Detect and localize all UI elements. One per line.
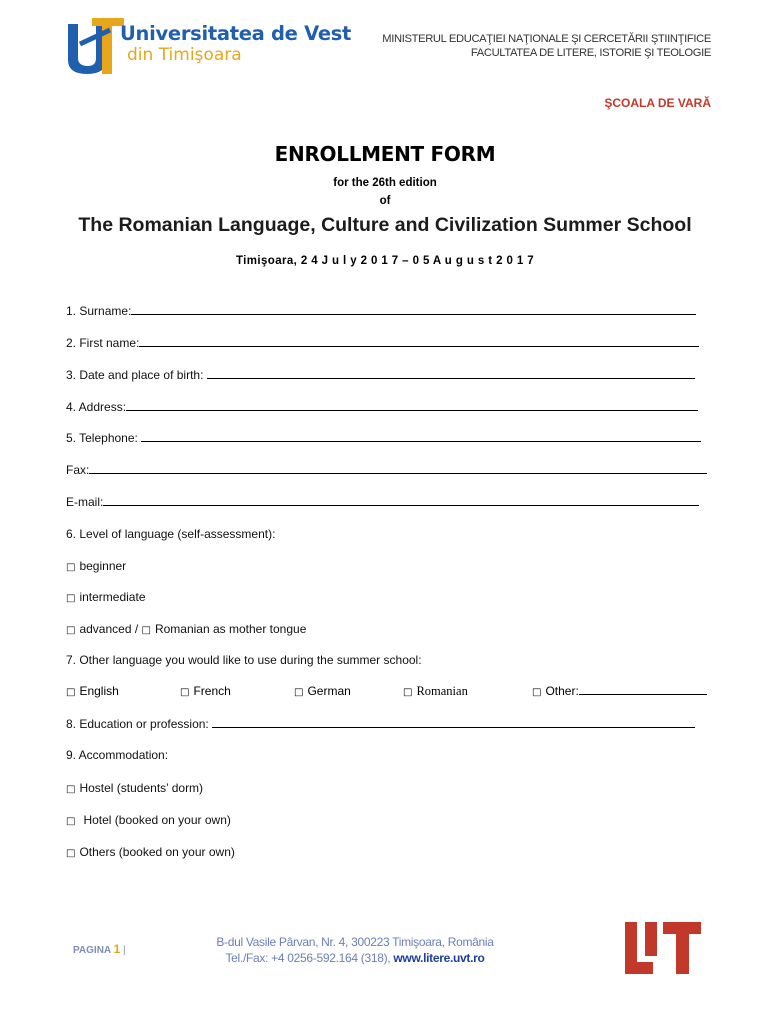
fax-field[interactable] [66,463,707,477]
telephone-input-line[interactable] [141,431,701,442]
university-name: Universitatea de Vest [120,22,352,45]
first-name-input-line[interactable] [139,336,699,347]
education-input-line[interactable] [212,717,695,728]
footer-contact [200,951,510,965]
website-link[interactable]: www.litere.uvt.ro [393,951,485,965]
fax-input-line[interactable] [89,463,707,474]
faculty-line: FACULTATEA DE LITERE, ISTORIE ŞI TEOLOGIE [470,47,711,59]
telephone-label: 5. Telephone: [66,431,142,445]
checkbox-icon[interactable]: □ [403,687,413,698]
checkbox-icon[interactable]: □ [66,562,76,573]
checkbox-icon[interactable]: □ [66,687,76,698]
lang-option-other[interactable]: □ Other: [532,684,707,698]
accommodation-option-hotel[interactable]: □ Hotel (booked on your own) [66,813,231,827]
checkbox-icon[interactable]: □ [66,848,76,859]
education-label: 8. Education or profession: [66,717,213,731]
page-number: 1 [113,942,121,956]
school-label: ŞCOALA DE VARĂ [604,96,711,110]
lit-logo [625,922,701,974]
birth-field[interactable] [66,368,695,382]
university-city: din Timişoara [127,45,242,65]
accommodation-heading: 9. Accommodation: [66,748,169,762]
accommodation-option-others[interactable]: □ Others (booked on your own) [66,845,235,859]
checkbox-icon[interactable]: □ [294,687,304,698]
checkbox-icon[interactable]: □ [180,687,190,698]
other-language-input-line[interactable] [579,684,707,695]
page-separator: | [123,945,126,956]
page-label: PAGINA [73,945,111,956]
checkbox-icon[interactable]: □ [66,784,76,795]
surname-input-line[interactable] [131,304,696,315]
footer-phone: Tel./Fax: +4 0256-592.164 (318), [225,951,394,965]
page-indicator [73,942,126,956]
checkbox-icon[interactable]: □ [532,687,542,698]
checkbox-icon[interactable]: □ [66,593,76,604]
level-option-beginner[interactable]: □ beginner [66,559,127,573]
address-label: 4. Address: [66,400,127,414]
telephone-field[interactable] [66,431,701,445]
lang-option-german[interactable]: □ German [294,684,351,698]
email-input-line[interactable] [103,495,699,506]
summer-school-title: The Romanian Language, Culture and Civilization Summer School [78,214,692,236]
form-title: ENROLLMENT FORM [274,142,496,166]
first-name-label: 2. First name: [66,336,140,350]
education-field[interactable] [66,717,695,731]
fax-label: Fax: [66,463,90,477]
lang-option-english[interactable]: □ English [66,684,119,698]
lang-option-romanian[interactable]: □ Romanian [403,684,468,698]
email-label: E-mail: [66,495,104,509]
surname-field[interactable] [66,304,696,318]
checkbox-icon[interactable]: □ [66,625,76,636]
level-option-intermediate[interactable]: □ intermediate [66,590,146,604]
surname-label: 1. Surname: [66,304,132,318]
edition-line: for the 26th edition [333,177,437,189]
level-option-advanced[interactable]: □ advanced / □ Romanian as mother tongue [66,622,307,636]
lang-option-french[interactable]: □ French [180,684,231,698]
level-heading: 6. Level of language (self-assessment): [66,527,276,541]
checkbox-icon[interactable]: □ [66,816,76,827]
address-input-line[interactable] [126,400,698,411]
birth-label: 3. Date and place of birth: [66,368,207,382]
accommodation-option-hostel[interactable]: □ Hostel (students’ dorm) [66,781,204,795]
checkbox-icon[interactable]: □ [141,625,151,636]
first-name-field[interactable] [66,336,699,350]
footer-address: B-dul Vasile Pârvan, Nr. 4, 300223 Timişoara, România [216,935,494,949]
address-field[interactable] [66,400,698,414]
of-line: of [379,195,391,207]
other-language-heading: 7. Other language you would like to use during the summer school: [66,653,422,667]
language-options-row [66,684,711,700]
birth-input-line[interactable] [207,368,695,379]
dates-line: Timişoara, 2 4 J u l y 2 0 1 7 – 0 5 A u g u s t 2 0 1 7 [235,255,535,267]
ministry-line: MINISTERUL EDUCAŢIEI NAŢIONALE ŞI CERCETĂRII ŞTIINŢIFICE [382,33,711,45]
email-field[interactable] [66,495,699,509]
